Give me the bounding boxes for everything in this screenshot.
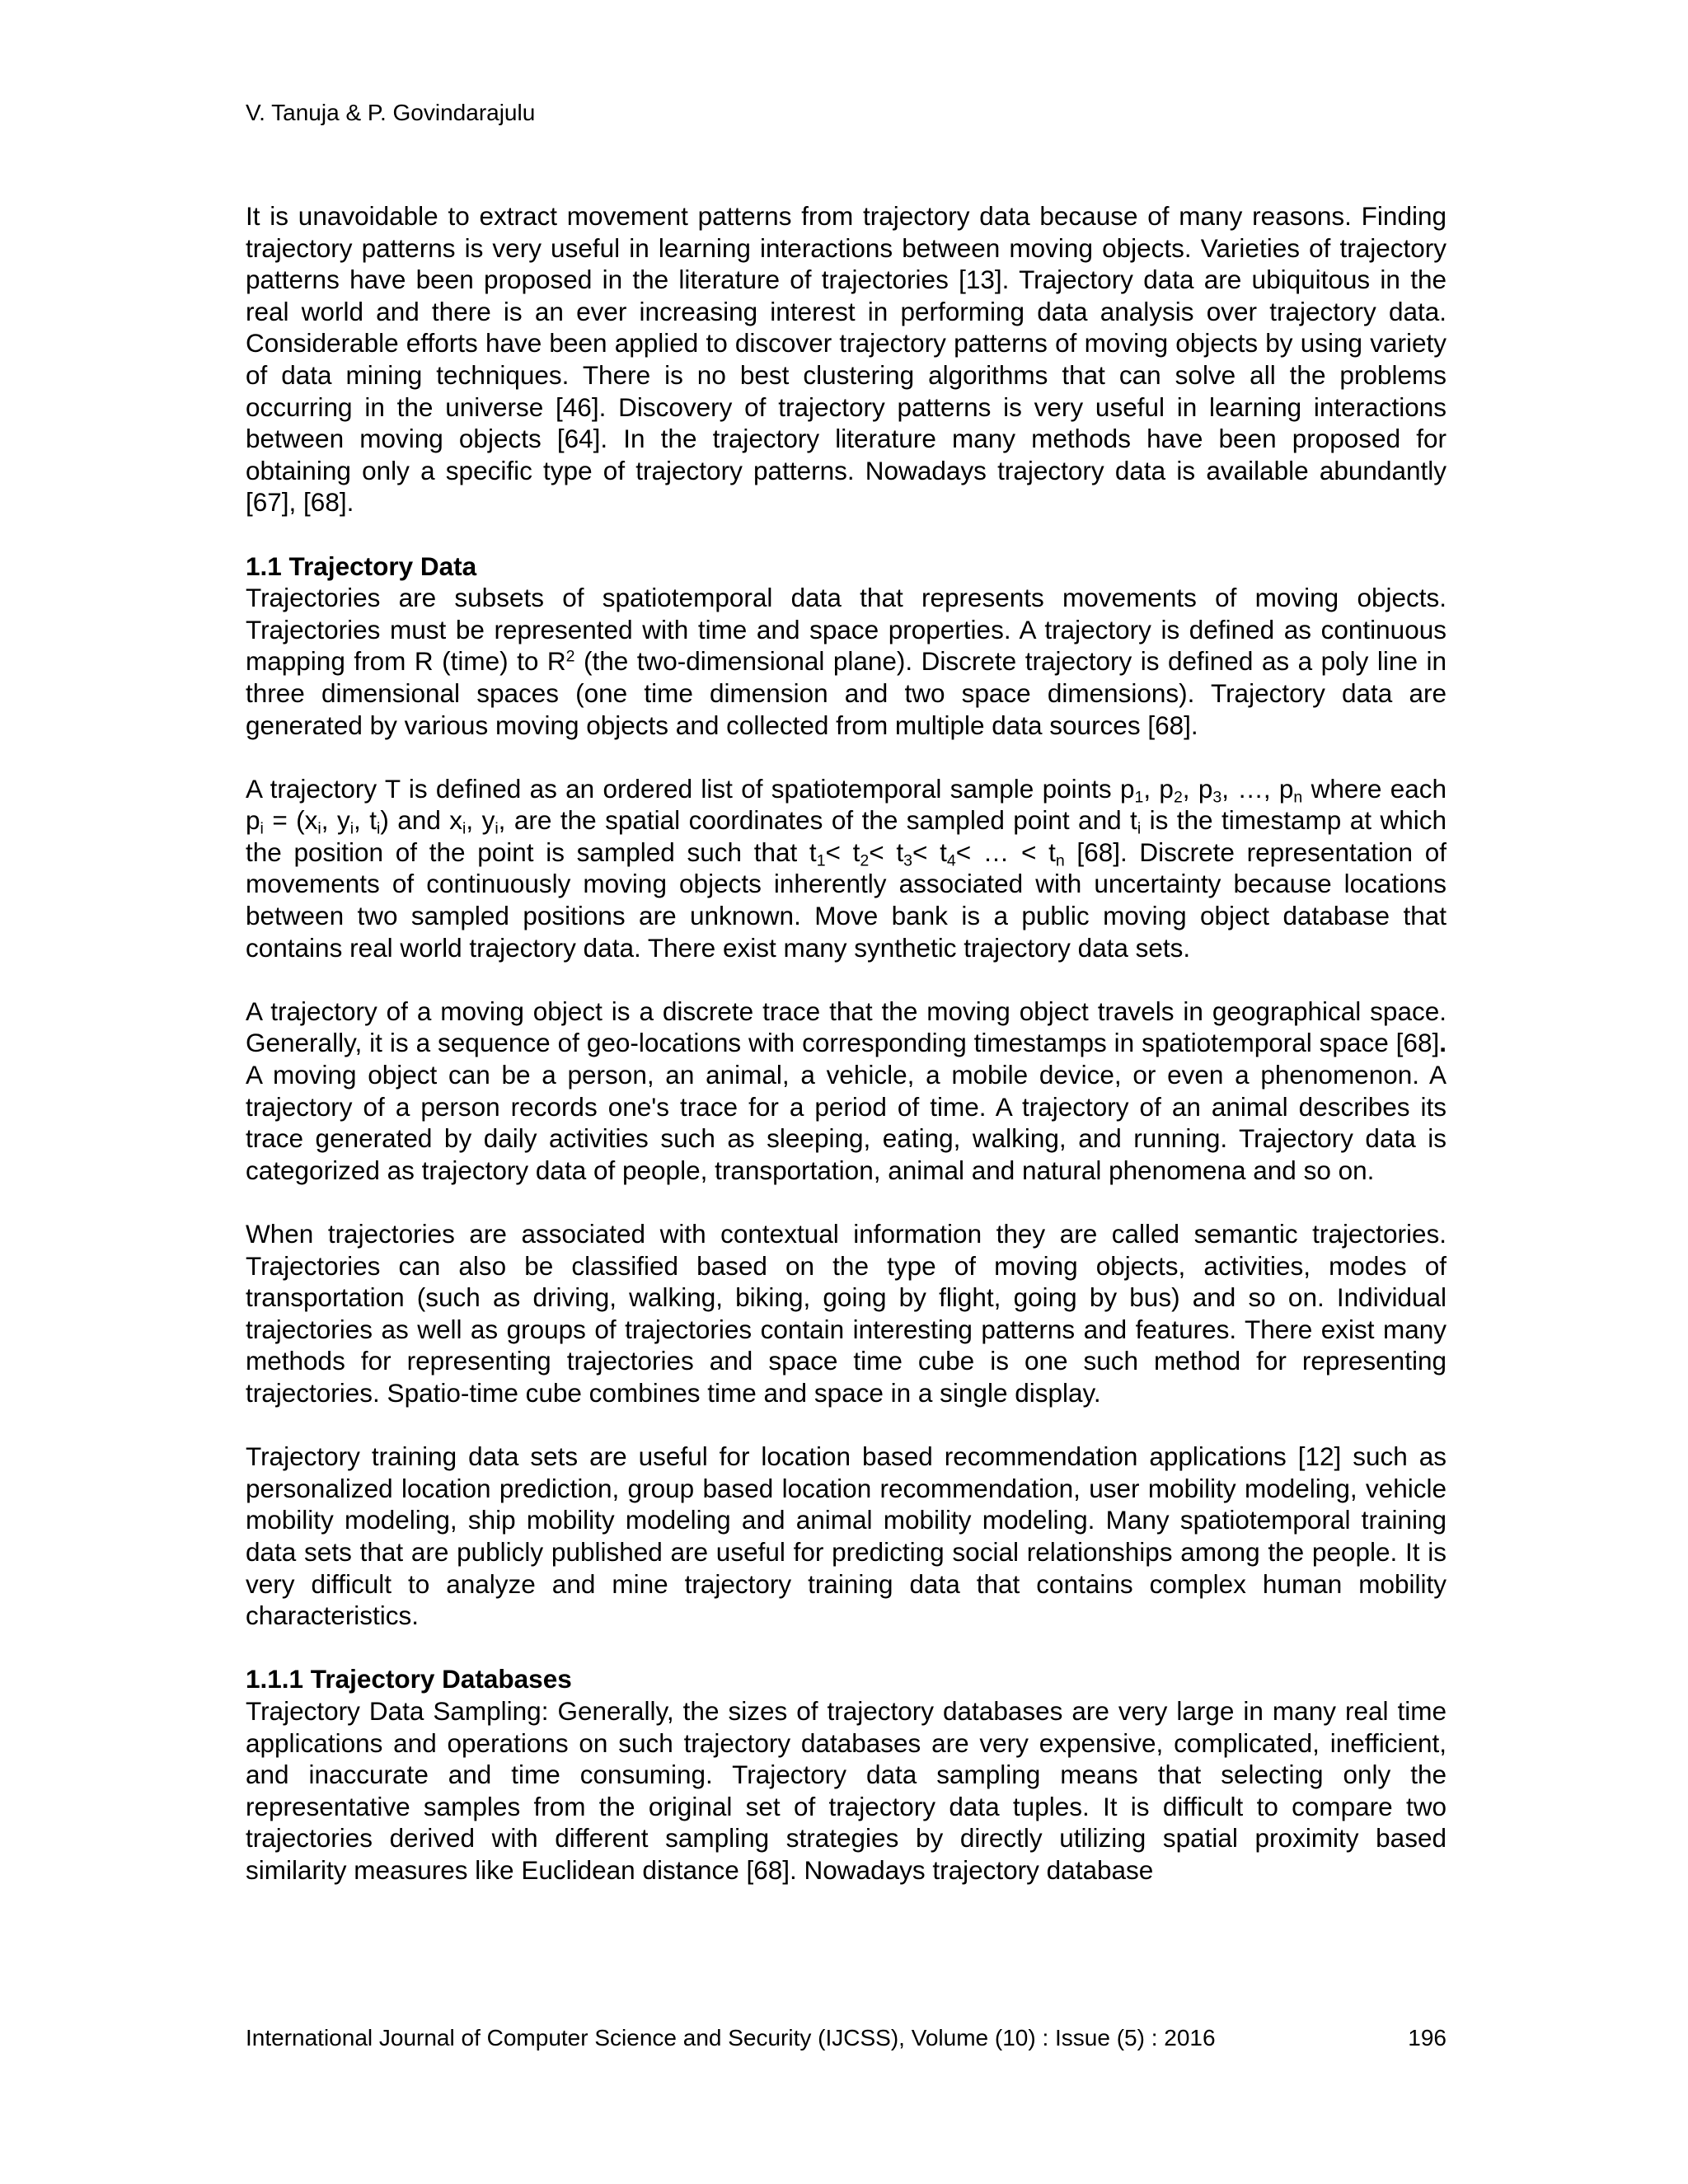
subscript: i — [349, 819, 354, 838]
text-run: , p — [1143, 773, 1174, 804]
subscript: 3 — [1212, 788, 1222, 807]
paragraph-moving-object — [246, 996, 1447, 1187]
text-run: , p — [1182, 773, 1213, 804]
text-run: [68]. Discrete representation of movements of continuously moving objects inherently associated with uncertainty because locations between two sampled positions are unknown. Move bank is a public moving object database that contains real world trajectory data. There exist many synthetic trajectory data sets. — [246, 837, 1447, 963]
text-run: A trajectory T is defined as an ordered list of spatiotemporal sample points p — [246, 773, 1135, 804]
paragraph-intro: It is unavoidable to extract movement patterns from trajectory data because of many reasons. Finding trajectory patterns is very useful in learning interactions between moving objects. Varieties of trajectory patterns have been proposed in the literature of trajectories [13]. Trajectory data are ubiquitous in the real world and there is an ever increasing interest in performing data analysis over trajectory data. Considerable efforts have been applied to discover trajectory patterns of moving objects by using variety of data mining techniques. There is no best clustering algorithms that can solve all the problems occurring in the universe [46]. Discovery of trajectory patterns is very useful in learning interactions between moving objects [64]. In the trajectory literature many methods have been proposed for obtaining only a specific type of trajectory patterns. Nowadays trajectory data is available abundantly [67], [68]. — [246, 201, 1447, 518]
subscript: i — [317, 819, 321, 838]
subscript: n — [1055, 851, 1065, 870]
section-heading-1-1-1: 1.1.1 Trajectory Databases — [246, 1664, 572, 1694]
subscript: 3 — [903, 851, 912, 870]
text-run: is the timestamp at which the position of the point is sampled such that t — [246, 805, 1447, 867]
subscript: 1 — [1134, 788, 1144, 807]
bold-period: . — [1439, 1028, 1447, 1058]
text-run: , y — [466, 805, 495, 836]
text-run: , …, p — [1221, 773, 1294, 804]
paragraph-trajectory-definition — [246, 582, 1447, 741]
paragraph-training-data: Trajectory training data sets are useful for location based recommendation applications [12] such as personalized location prediction, group based location recommendation, user mobility modeling, vehicle mobility modeling, ship mobility modeling and animal mobility modeling. Many spatiotemporal training data sets that are publicly published are useful for predicting social relationships among the people. It is very difficult to analyze and mine trajectory training data that contains complex human mobility characteristics. — [246, 1441, 1447, 1631]
text-run: (the two-dimensional plane). Discrete trajectory is defined as a poly line in three dimensional spaces (one time dimension and two space dimensions). Trajectory data are generated by various moving objects and collected from multiple data sources [68]. — [246, 646, 1447, 740]
text-run: < … < t — [955, 837, 1056, 867]
footer-journal-citation: International Journal of Computer Science and Security (IJCSS), Volume (10) : Issue (5) : 2016 — [246, 2025, 1216, 2050]
text-run: where each p — [246, 773, 1447, 836]
text-run: A trajectory of a moving object is a discrete trace that the moving object travels in geographical space. Generally, it is a sequence of geo-locations with corresponding timestamps in spatiotemporal space [68] — [246, 996, 1447, 1058]
subscript: 2 — [860, 851, 870, 870]
paper-body — [246, 200, 1447, 1886]
text-run: Trajectories are subsets of spatiotemporal data that represents movements of moving objects. Trajectories must be represented with time and space properties. A trajectory is defined as continuous mapping from R (time) to R — [246, 583, 1447, 677]
text-run: < t — [912, 837, 947, 867]
subscript: i — [260, 819, 264, 838]
superscript: 2 — [565, 647, 575, 666]
subscript: i — [1137, 819, 1142, 838]
subscript: i — [462, 819, 467, 838]
text-run: ) and x — [380, 805, 463, 836]
text-run: < t — [869, 837, 904, 867]
subscript: 2 — [1173, 788, 1183, 807]
text-run: , y — [321, 805, 350, 836]
text-run: = (x — [263, 805, 318, 836]
text-run: , t — [354, 805, 377, 836]
paragraph-trajectory-T — [246, 773, 1447, 964]
subscript: i — [377, 819, 381, 838]
text-run: , are the spatial coordinates of the sampled point and t — [498, 805, 1137, 836]
subscript: n — [1293, 788, 1303, 807]
text-run: A moving object can be a person, an animal, a vehicle, a mobile device, or even a phenomenon. A trajectory of a person records one's trace for a period of time. A trajectory of an animal describes its trace generated by daily activities such as sleeping, eating, walking, and running. Trajectory data is categorized as trajectory data of people, transportation, animal and natural phenomena and so on. — [246, 1060, 1447, 1185]
subscript: i — [495, 819, 499, 838]
section-heading-1-1: 1.1 Trajectory Data — [246, 551, 477, 581]
subscript: 4 — [946, 851, 956, 870]
running-head-authors: V. Tanuja & P. Govindarajulu — [246, 100, 536, 125]
subscript: 1 — [816, 851, 826, 870]
page-number: 196 — [1408, 2025, 1447, 2050]
text-run: < t — [825, 837, 860, 867]
paragraph-trajectory-databases: Trajectory Data Sampling: Generally, the sizes of trajectory databases are very large in many real time applications and operations on such trajectory databases are very expensive, complicated, inefficient, and inaccurate and time consuming. Trajectory data sampling means that selecting only the representative samples from the original set of trajectory data tuples. It is difficult to compare two trajectories derived with different sampling strategies by directly utilizing spatial proximity based similarity measures like Euclidean distance [68]. Nowadays trajectory database — [246, 1695, 1447, 1885]
paragraph-semantic-trajectories: When trajectories are associated with contextual information they are called semantic trajectories. Trajectories can also be classified based on the type of moving objects, activities, modes of transportation (such as driving, walking, biking, going by flight, going by bus) and so on. Individual trajectories as well as groups of trajectories contain interesting patterns and features. There exist many methods for representing trajectories and space time cube is one such method for representing trajectories. Spatio-time cube combines time and space in a single display. — [246, 1219, 1447, 1408]
